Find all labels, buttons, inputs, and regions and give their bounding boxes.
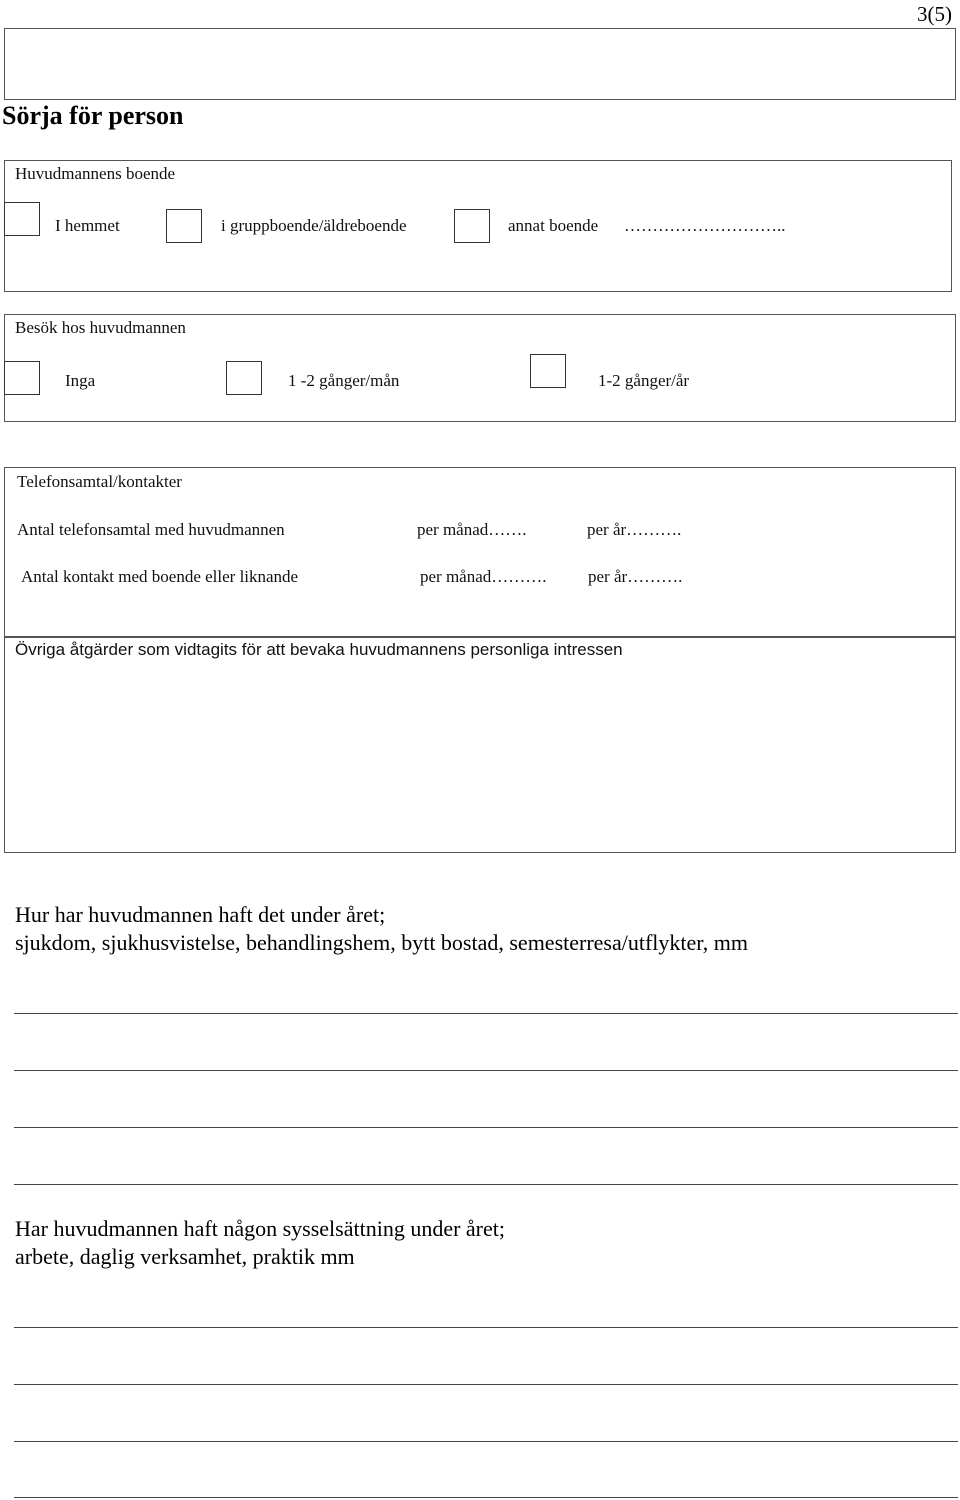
telefon-row2-label: Antal kontakt med boende eller liknande	[21, 567, 299, 586]
answer-line-8[interactable]	[14, 1497, 958, 1498]
option-annat-boende: annat boende	[508, 216, 599, 235]
option-1-2-ar: 1-2 gånger/år	[598, 371, 690, 390]
besok-title: Besök hos huvudmannen	[15, 318, 186, 337]
question2-line2: arbete, daglig verksamhet, praktik mm	[15, 1244, 355, 1269]
question1-line2: sjukdom, sjukhusvistelse, behandlingshem, bytt bostad, semesterresa/utflykter, mm	[15, 930, 748, 955]
checkbox-i-hemmet[interactable]	[4, 202, 40, 236]
telefon-row1-month[interactable]: per månad…….	[417, 520, 527, 539]
telefon-row1-year[interactable]: per år……….	[587, 520, 682, 539]
ovriga-title: Övriga åtgärder som vidtagits för att bevaka huvudmannens personliga intressen	[15, 640, 623, 659]
annat-boende-fill[interactable]: ………………………..	[624, 216, 786, 235]
checkbox-annat-boende[interactable]	[454, 209, 490, 243]
telefon-row2-month[interactable]: per månad……….	[420, 567, 547, 586]
telefon-row1-label: Antal telefonsamtal med huvudmannen	[17, 520, 285, 539]
answer-line-7[interactable]	[14, 1441, 958, 1442]
checkbox-1-2-man[interactable]	[226, 361, 262, 395]
answer-line-3[interactable]	[14, 1127, 958, 1128]
answer-line-5[interactable]	[14, 1327, 958, 1328]
header-box	[4, 28, 956, 100]
page-number: 3(5)	[917, 2, 952, 26]
answer-line-1[interactable]	[14, 1013, 958, 1014]
option-1-2-man: 1 -2 gånger/mån	[288, 371, 400, 390]
question1-line1: Hur har huvudmannen haft det under året;	[15, 902, 386, 927]
checkbox-inga[interactable]	[4, 361, 40, 395]
option-i-hemmet: I hemmet	[55, 216, 120, 235]
answer-line-2[interactable]	[14, 1070, 958, 1071]
ovriga-box[interactable]	[4, 637, 956, 853]
question2-line1: Har huvudmannen haft någon sysselsättning under året;	[15, 1216, 505, 1241]
answer-line-6[interactable]	[14, 1384, 958, 1385]
checkbox-1-2-ar[interactable]	[530, 354, 566, 388]
boende-title: Huvudmannens boende	[15, 164, 176, 183]
answer-line-4[interactable]	[14, 1184, 958, 1185]
option-gruppboende: i gruppboende/äldreboende	[221, 216, 407, 235]
checkbox-gruppboende[interactable]	[166, 209, 202, 243]
telefon-row2-year[interactable]: per år……….	[588, 567, 683, 586]
telefon-title: Telefonsamtal/kontakter	[17, 472, 182, 491]
telefon-box	[4, 467, 956, 637]
section-heading: Sörja för person	[2, 101, 184, 130]
option-inga: Inga	[65, 371, 96, 390]
